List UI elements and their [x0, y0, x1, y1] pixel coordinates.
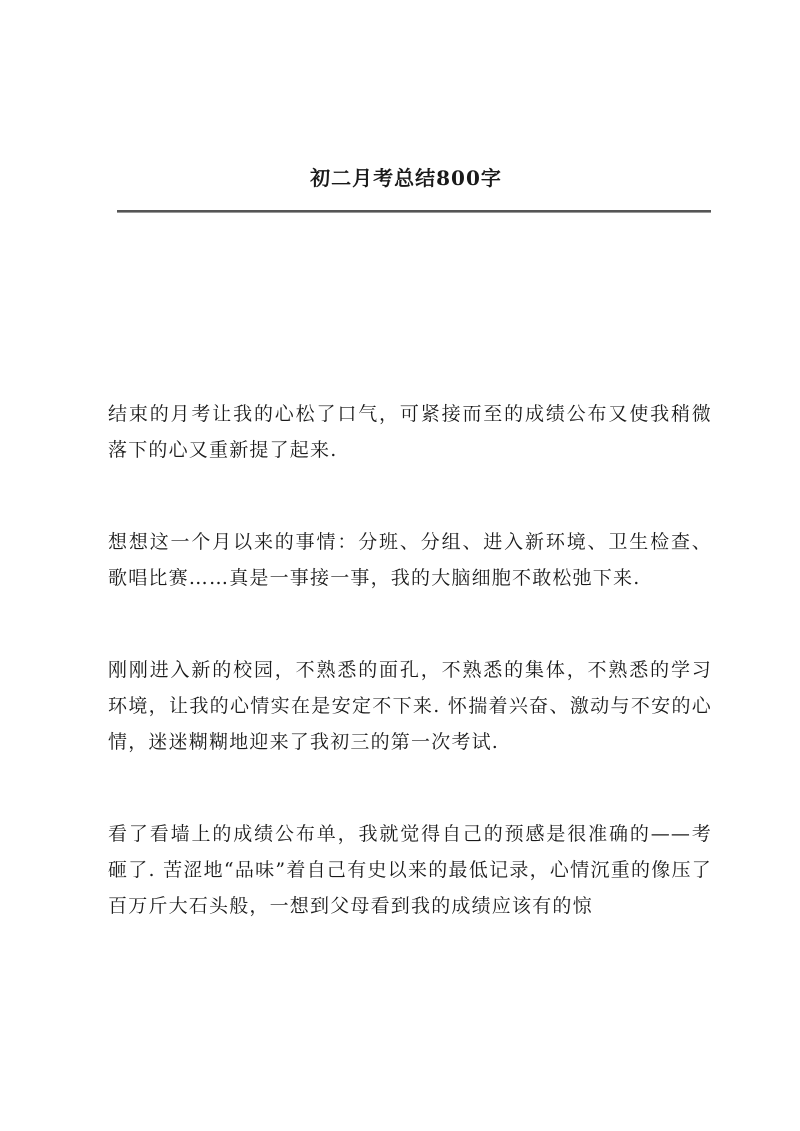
document-body — [108, 396, 712, 980]
paragraph: 刚刚进入新的校园，不熟悉的面孔，不熟悉的集体，不熟悉的学习环境，让我的心情实在是安定不下来. 怀揣着兴奋、激动与不安的心情，迷迷糊糊地迎来了我初三的第一次考试. — [108, 659, 712, 753]
document-title: 初二月考总结800字 — [310, 166, 502, 190]
paragraph: 看了看墙上的成绩公布单，我就觉得自己的预感是很准确的——考砸了. 苦涩地“品味”着自己有史以来的最低记录，心情沉重的像压了百万斤大石头般，一想到父母看到我的成绩应该有的惊 — [108, 823, 712, 917]
paragraph: 想想这一个月以来的事情：分班、分组、进入新环境、卫生检查、歌唱比赛……真是一事接一事，我的大脑细胞不敢松弛下来. — [108, 531, 712, 589]
paragraph: 结束的月考让我的心松了口气，可紧接而至的成绩公布又使我稍微落下的心又重新提了起来. — [108, 403, 712, 461]
title-divider — [117, 210, 711, 213]
